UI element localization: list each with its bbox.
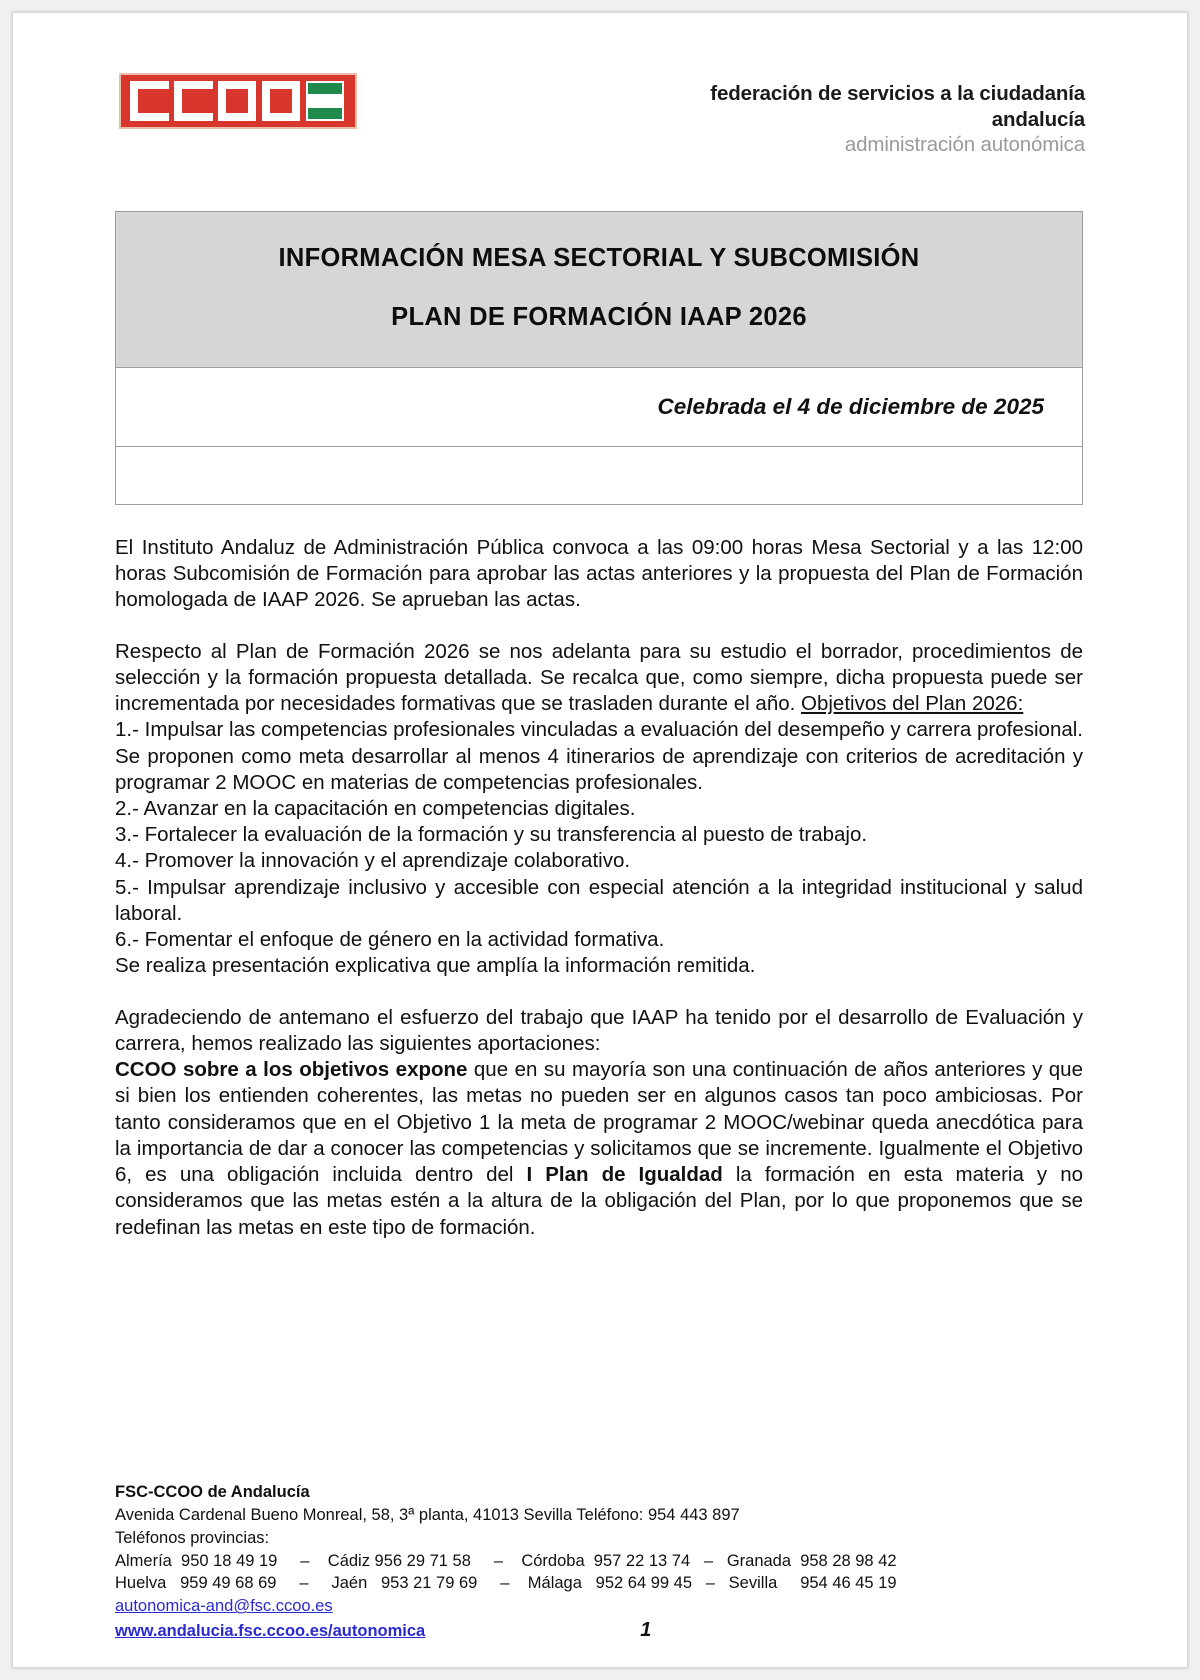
objective-item-2: 2.- Avanzar en la capacitación en competencias digitales. bbox=[115, 796, 636, 820]
footer-phones-row-2: Huelva 959 49 68 69 – Jaén 953 21 79 69 – Málaga 952 64 99 45 – Sevilla 954 46 45 19 bbox=[115, 1574, 897, 1593]
header-region-line: andalucía bbox=[991, 107, 1085, 131]
paragraph-ccoo-position bbox=[115, 1057, 1083, 1241]
objective-item-3: 3.- Fortalecer la evaluación de la formación y su transferencia al puesto de trabajo. bbox=[115, 823, 868, 847]
footer-website-link[interactable]: www.andalucia.fsc.ccoo.es/autonomica bbox=[115, 1621, 426, 1640]
meeting-date-text: Celebrada el 4 de diciembre de 2025 bbox=[657, 393, 1044, 419]
document-page bbox=[12, 12, 1188, 1668]
logo-letter-c-1 bbox=[130, 81, 168, 121]
footer-phones-label: Teléfonos provincias: bbox=[115, 1528, 270, 1547]
footer-phones-row-1: Almería 950 18 49 19 – Cádiz 956 29 71 58 – Córdoba 957 22 13 74 – Granada 958 28 98 42 bbox=[115, 1551, 897, 1570]
objective-item-5: 5.- Impulsar aprendizaje inclusivo y accesible con especial atención a la integridad institucional y salud laboral. bbox=[115, 875, 1083, 925]
plan-igualdad-reference: I Plan de Igualdad bbox=[526, 1163, 723, 1187]
footer-bottom-row bbox=[115, 1619, 1100, 1643]
flag-stripe-bottom bbox=[308, 108, 342, 119]
ccoo-position-text-2: la formación en esta materia y no consideramos que las metas estén a la altura de la obligación del Plan, por lo que proponemos que se redefinan las metas en este tipo de formación. bbox=[115, 1163, 1083, 1239]
paragraph-acknowledgement: Agradeciendo de antemano el esfuerzo del trabajo que IAAP ha tenido por el desarrollo de Evaluación y carrera, hemos realizado las siguientes aportaciones: bbox=[115, 1005, 1083, 1055]
page-number: 1 bbox=[640, 1618, 652, 1641]
logo-letter-c-2 bbox=[174, 81, 212, 121]
objectives-closing-note: Se realiza presentación explicativa que amplía la información remitida. bbox=[115, 954, 756, 978]
header-text-block bbox=[710, 73, 1085, 158]
ccoo-logo bbox=[119, 73, 357, 129]
document-body bbox=[115, 535, 1083, 1241]
document-title-line-2: PLAN DE FORMACIÓN IAAP 2026 bbox=[391, 303, 807, 332]
title-table-empty-row bbox=[116, 446, 1083, 504]
logo-letter-o-2 bbox=[262, 81, 300, 121]
andalusia-flag-icon bbox=[306, 81, 344, 121]
paragraph-plan-overview bbox=[115, 639, 1083, 718]
document-header bbox=[13, 13, 1187, 158]
footer-email-link[interactable]: autonomica-and@fsc.ccoo.es bbox=[115, 1597, 333, 1616]
title-header-cell bbox=[116, 211, 1083, 367]
flag-stripe-middle bbox=[308, 96, 342, 106]
document-title-line-1: INFORMACIÓN MESA SECTORIAL Y SUBCOMISIÓN bbox=[278, 243, 920, 272]
ccoo-position-lead: CCOO sobre a los objetivos expone bbox=[115, 1058, 468, 1082]
meeting-date-cell bbox=[116, 367, 1083, 446]
plan-overview-text: Respecto al Plan de Formación 2026 se nos adelanta para su estudio el borrador, procedimientos de selección y la formación propuesta detallada. Se recalca que, como siempre, dicha propuesta puede ser incrementada por necesidades formativas que se trasladen durante el año. bbox=[115, 639, 1083, 716]
paragraph-intro: El Instituto Andaluz de Administración Pública convoca a las 09:00 horas Mesa Sectorial y a las 12:00 horas Subcomisión de Formación para aprobar las actas anteriores y la propuesta del Plan de Formación homologada de IAAP 2026. Se aprueban las actas. bbox=[115, 535, 1083, 612]
objective-item-1: 1.- Impulsar las competencias profesionales vinculadas a evaluación del desempeño y carrera profesional. Se proponen como meta desarrollar al menos 4 itinerarios de aprendizaje con criterios de acreditación y programar 2 MOOC en materias de competencias profesionales. bbox=[115, 718, 1083, 794]
document-footer bbox=[115, 1481, 1100, 1643]
footer-organization: FSC-CCOO de Andalucía bbox=[115, 1483, 310, 1502]
title-table bbox=[115, 211, 1083, 505]
title-table-date-row bbox=[116, 367, 1083, 446]
title-table-head-row bbox=[116, 211, 1083, 367]
empty-cell bbox=[116, 446, 1083, 504]
ccoo-position-text-1: que en su mayoría son una continuación de años anteriores y que si bien los entienden coherentes, las metas no pueden ser en algunos casos tan poco ambiciosas. Por tanto consideramos que en el Objetivo 1 la meta de programar 2 MOOC/webinar queda anecdótica para la importancia de dar a conocer las competencias y solicitamos que se incremente. Igualmente el Objetivo 6, es una obligación incluida dentro del bbox=[115, 1058, 1083, 1187]
logo-letter-o-1 bbox=[218, 81, 256, 121]
objectives-heading: Objetivos del Plan 2026: bbox=[801, 692, 1024, 716]
header-subtitle-line: administración autonómica bbox=[844, 133, 1085, 157]
header-federation-line: federación de servicios a la ciudadanía bbox=[710, 82, 1085, 105]
footer-address: Avenida Cardenal Bueno Monreal, 58, 3ª planta, 41013 Sevilla Teléfono: 954 443 897 bbox=[115, 1506, 740, 1525]
objective-item-6: 6.- Fomentar el enfoque de género en la actividad formativa. bbox=[115, 928, 665, 952]
flag-stripe-top bbox=[308, 83, 342, 94]
objective-item-4: 4.- Promover la innovación y el aprendizaje colaborativo. bbox=[115, 849, 631, 873]
